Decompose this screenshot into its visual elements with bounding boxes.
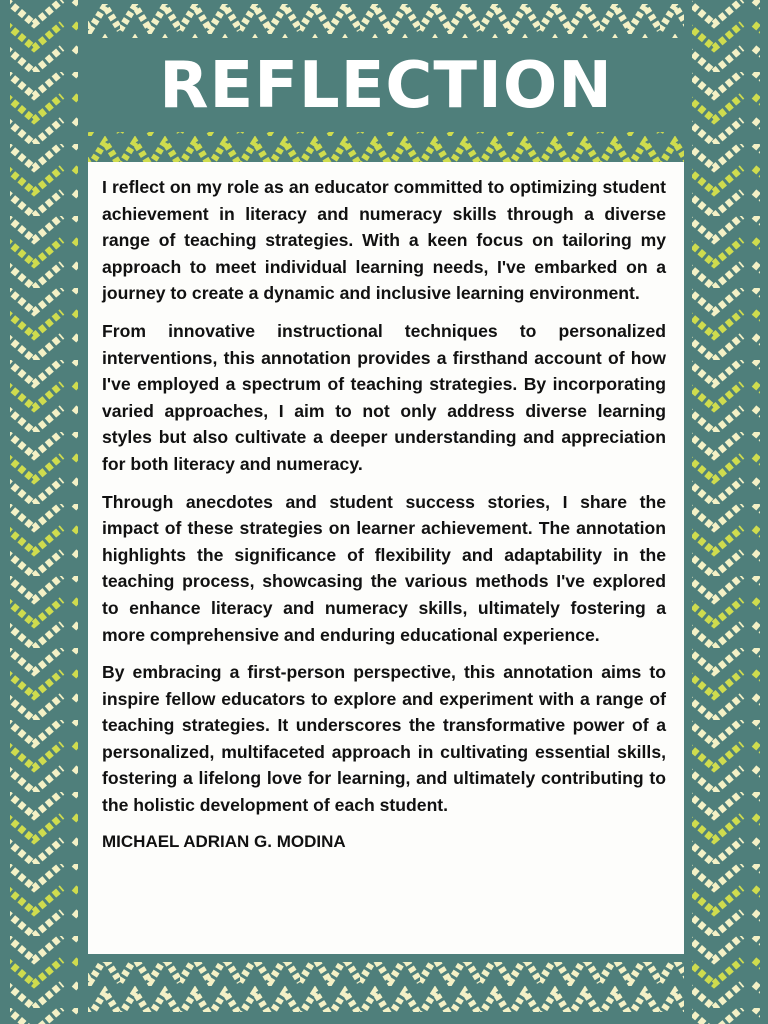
paragraph-3: Through anecdotes and student success stories, I share the impact of these strategies on learner achievement. The annotation highlights the significance of flexibility and adaptability in the teaching process, showcasing the various methods I've explored to enhance literacy and numeracy skills, ultimately fostering a more comprehensive and enduring educational experience. xyxy=(102,491,666,645)
paragraph-4: By embracing a first-person perspective, this annotation aims to inspire fellow educators to explore and experiment with a range of teaching strategies. It underscores the transformative power of a personalized, multifaceted approach in cultivating essential skills, fostering a lifelong love for learning, and ultimately contributing to the holistic development of each student. xyxy=(102,662,666,816)
title-band xyxy=(88,40,684,132)
paragraph-1: I reflect on my role as an educator committed to optimizing student achievement in literacy and numeracy skills through a diverse range of teaching strategies. With a keen focus on tailoring my approach to meet individual learning needs, I've embarked on a journey to create a dynamic and inclusive learning environment. xyxy=(102,177,666,304)
reflection-text-panel xyxy=(88,162,684,954)
author-signature: MICHAEL ADRIAN G. MODINA xyxy=(102,831,346,851)
page-title: REFLECTION xyxy=(159,49,613,123)
paragraph-2: From innovative instructional techniques to personalized interventions, this annotation provides a firsthand account of how I've employed a spectrum of teaching strategies. By incorporating varied approaches, I aim to not only address diverse learning styles but also cultivate a deeper understanding and appreciation for both literacy and numeracy. xyxy=(102,320,666,474)
